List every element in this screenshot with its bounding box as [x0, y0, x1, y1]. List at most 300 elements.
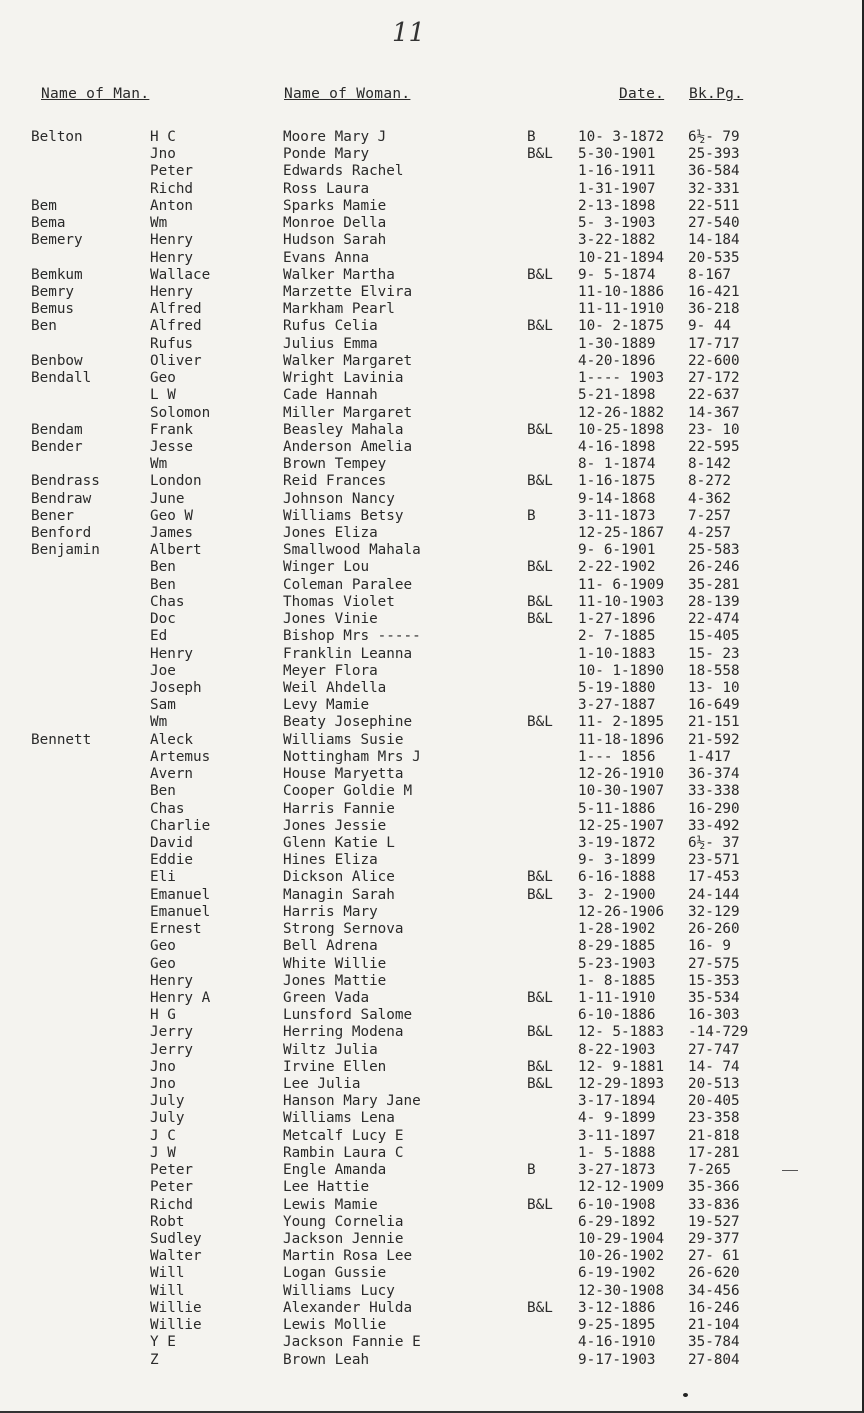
record-type: B&L [527, 473, 553, 490]
record-type: B&L [527, 146, 553, 163]
record-date: 4-16-1898 [578, 438, 656, 455]
woman-name: Walker Martha [283, 266, 395, 283]
record-type: B&L [527, 593, 553, 610]
woman-name: Jackson Jennie [283, 1231, 404, 1247]
given-name: Geo W [150, 507, 194, 524]
record-date: 12-26-1906 [578, 903, 665, 920]
record-date: 11- 6-1909 [578, 576, 665, 593]
given-name: Anton [150, 197, 194, 214]
book-page: 19-527 [688, 1213, 740, 1230]
record-date: 10-29-1904 [578, 1231, 665, 1247]
book-page: 34-456 [688, 1282, 740, 1299]
book-page: 28-139 [688, 593, 740, 610]
given-name: Emanuel [150, 903, 211, 920]
given-name: James [150, 525, 194, 542]
book-page: 17-281 [688, 1144, 740, 1161]
record-date: 1- 8-1885 [578, 972, 656, 989]
record-date: 1-27-1896 [578, 611, 656, 628]
record-type: B&L [527, 714, 553, 731]
record-type: B&L [527, 1299, 553, 1316]
book-page: 8-272 [688, 473, 732, 490]
woman-name: Hines Eliza [283, 852, 378, 869]
woman-name: Weil Ahdella [283, 680, 387, 696]
woman-name: Herring Modena [283, 1024, 404, 1041]
record-date: 11- 2-1895 [578, 714, 665, 731]
given-name: Willie [150, 1299, 202, 1316]
book-page: 14-184 [688, 232, 740, 249]
record-date: 12-26-1882 [578, 404, 665, 421]
book-page: 26-260 [688, 921, 740, 938]
given-name: Willie [150, 1317, 202, 1334]
given-name: Aleck [150, 731, 194, 748]
book-page: 16- 9 [688, 938, 732, 955]
given-name: Jerry [150, 1041, 194, 1058]
book-page: 22-637 [688, 387, 740, 404]
book-page: 18-558 [688, 662, 740, 679]
record-date: 9-25-1895 [578, 1317, 656, 1334]
record-date: 8-29-1885 [578, 938, 656, 955]
given-name: Walter [150, 1248, 202, 1265]
surname: Bemery [31, 232, 83, 249]
woman-name: Williams Susie [283, 731, 404, 748]
book-page: 14- 74 [688, 1058, 740, 1075]
record-date: 9-17-1903 [578, 1351, 656, 1368]
woman-name: Jones Vinie [283, 611, 378, 628]
surname: Bemus [31, 301, 75, 318]
woman-name: Irvine Ellen [283, 1058, 387, 1075]
page-number: 11 [392, 18, 426, 48]
record-date: 2-22-1902 [578, 559, 656, 576]
woman-name: Strong Sernova [283, 921, 404, 938]
given-name: Peter [150, 1179, 194, 1196]
given-name: Rufus [150, 335, 194, 352]
book-page: 24-144 [688, 886, 740, 903]
record-type: B&L [527, 559, 553, 576]
given-name: Emanuel [150, 886, 211, 903]
record-date: 1-16-1911 [578, 163, 656, 180]
header-book-page: Bk.Pg. [689, 86, 744, 102]
surname: Ben [31, 318, 57, 335]
woman-name: Managin Sarah [283, 886, 395, 903]
book-page: 27-747 [688, 1041, 740, 1058]
surname: Bemkum [31, 266, 83, 283]
book-page: 20-535 [688, 249, 740, 266]
record-date: 12-25-1867 [578, 525, 665, 542]
woman-name: Young Cornelia [283, 1213, 404, 1230]
record-date: 3-27-1873 [578, 1162, 656, 1179]
given-name: Ben [150, 783, 176, 800]
book-page: 7-265 [688, 1162, 732, 1179]
given-name: H C [150, 129, 176, 145]
given-name: Joseph [150, 680, 202, 696]
woman-name: Smallwood Mahala [283, 542, 421, 559]
given-name: Sudley [150, 1231, 202, 1247]
woman-name: Sparks Mamie [283, 197, 387, 214]
given-name: Jesse [150, 438, 194, 455]
woman-name: Lewis Mamie [283, 1196, 378, 1213]
given-name: Doc [150, 611, 176, 628]
given-name: Peter [150, 1162, 194, 1179]
book-page: 27-540 [688, 215, 740, 232]
given-name: Wm [150, 215, 168, 232]
book-page: 21-818 [688, 1127, 740, 1144]
book-page: 32-129 [688, 903, 740, 920]
record-date: 3-27-1887 [578, 697, 656, 714]
record-date: 10-26-1902 [578, 1248, 665, 1265]
given-name: Ed [150, 628, 168, 645]
book-page: 20-513 [688, 1076, 740, 1093]
record-date: 12-25-1907 [578, 817, 665, 834]
given-name: Geo [150, 955, 176, 972]
woman-name: Lewis Mollie [283, 1317, 387, 1334]
woman-name: Hanson Mary Jane [283, 1093, 421, 1110]
given-name: Chas [150, 593, 185, 610]
given-name: Joe [150, 662, 176, 679]
book-page: 35-281 [688, 576, 740, 593]
record-date: 9- 5-1874 [578, 266, 656, 283]
given-name: Henry [150, 249, 194, 266]
record-date: 2- 7-1885 [578, 628, 656, 645]
given-name: Sam [150, 697, 176, 714]
woman-name: Lee Julia [283, 1076, 361, 1093]
woman-name: Reid Frances [283, 473, 387, 490]
record-type: B&L [527, 611, 553, 628]
surname: Bemry [31, 283, 75, 300]
woman-name: Ponde Mary [283, 146, 370, 163]
given-name: Chas [150, 800, 185, 817]
given-name: Artemus [150, 748, 211, 765]
book-page: 36-218 [688, 301, 740, 318]
book-page: 36-374 [688, 766, 740, 783]
record-type: B&L [527, 266, 553, 283]
woman-name: Marzette Elvira [283, 283, 413, 300]
book-page: 32-331 [688, 180, 740, 197]
surname: Bennett [31, 731, 92, 748]
book-page: 22-474 [688, 611, 740, 628]
book-page: 35-534 [688, 989, 740, 1006]
record-date: 1- 5-1888 [578, 1144, 656, 1161]
book-page: 16-649 [688, 697, 740, 714]
record-date: 5-23-1903 [578, 955, 656, 972]
given-name: Will [150, 1265, 185, 1282]
book-page: 27-575 [688, 955, 740, 972]
woman-name: Wiltz Julia [283, 1041, 378, 1058]
woman-name: Nottingham Mrs J [283, 748, 421, 765]
record-date: 6-10-1908 [578, 1196, 656, 1213]
record-date: 1-10-1883 [578, 645, 656, 662]
woman-name: House Maryetta [283, 766, 404, 783]
surname: Bener [31, 507, 75, 524]
book-page: 23-358 [688, 1110, 740, 1127]
woman-name: Harris Mary [283, 903, 378, 920]
given-name: Jno [150, 146, 176, 163]
given-name: David [150, 834, 194, 851]
woman-name: Ross Laura [283, 180, 370, 197]
given-name: Oliver [150, 352, 202, 369]
woman-name: Coleman Paralee [283, 576, 413, 593]
given-name: Ben [150, 559, 176, 576]
given-name: Henry [150, 283, 194, 300]
record-date: 8-22-1903 [578, 1041, 656, 1058]
record-type: B [527, 129, 536, 145]
given-name: Frank [150, 421, 194, 438]
record-date: 10-21-1894 [578, 249, 665, 266]
record-date: 1-31-1907 [578, 180, 656, 197]
record-date: 12-12-1909 [578, 1179, 665, 1196]
given-name: Eli [150, 869, 176, 886]
woman-name: Jones Eliza [283, 525, 378, 542]
record-date: 9- 6-1901 [578, 542, 656, 559]
book-page: 33-338 [688, 783, 740, 800]
given-name: Jno [150, 1076, 176, 1093]
record-date: 6-29-1892 [578, 1213, 656, 1230]
record-date: 9-14-1868 [578, 490, 656, 507]
header-date: Date. [619, 86, 665, 102]
book-page: 36-584 [688, 163, 740, 180]
book-page: 17-717 [688, 335, 740, 352]
surname: Benbow [31, 352, 83, 369]
record-date: 3-11-1897 [578, 1127, 656, 1144]
record-date: 1---- 1903 [578, 370, 665, 387]
given-name: Z [150, 1351, 159, 1368]
book-page: 9- 44 [688, 318, 732, 335]
record-type: B&L [527, 886, 553, 903]
record-date: 10-25-1898 [578, 421, 665, 438]
record-date: 5-11-1886 [578, 800, 656, 817]
given-name: Geo [150, 370, 176, 387]
book-page: 26-620 [688, 1265, 740, 1282]
book-page: 22-600 [688, 352, 740, 369]
given-name: Geo [150, 938, 176, 955]
surname: Bem [31, 197, 57, 214]
record-date: 11-10-1886 [578, 283, 665, 300]
book-page: 16-246 [688, 1299, 740, 1316]
woman-name: Cade Hannah [283, 387, 378, 404]
woman-name: Thomas Violet [283, 593, 395, 610]
given-name: Avern [150, 766, 194, 783]
record-date: 11-10-1903 [578, 593, 665, 610]
given-name: Eddie [150, 852, 194, 869]
record-date: 9- 3-1899 [578, 852, 656, 869]
record-type: B&L [527, 989, 553, 1006]
given-name: Henry A [150, 989, 211, 1006]
book-page: 29-377 [688, 1231, 740, 1247]
given-name: J W [150, 1144, 176, 1161]
book-page: 25-393 [688, 146, 740, 163]
given-name: Alfred [150, 301, 202, 318]
woman-name: Metcalf Lucy E [283, 1127, 404, 1144]
surname: Benford [31, 525, 92, 542]
book-page: 1-417 [688, 748, 732, 765]
surname: Bendam [31, 421, 83, 438]
record-date: 5-21-1898 [578, 387, 656, 404]
given-name: Albert [150, 542, 202, 559]
book-page: 22-511 [688, 197, 740, 214]
woman-name: Williams Lena [283, 1110, 395, 1127]
book-page: 23- 10 [688, 421, 740, 438]
woman-name: Rufus Celia [283, 318, 378, 335]
book-page: 14-367 [688, 404, 740, 421]
given-name: L W [150, 387, 176, 404]
given-name: Richd [150, 180, 194, 197]
given-name: Jerry [150, 1024, 194, 1041]
record-date: 4-16-1910 [578, 1334, 656, 1351]
record-date: 3-11-1873 [578, 507, 656, 524]
record-date: 3-17-1894 [578, 1093, 656, 1110]
book-page: 20-405 [688, 1093, 740, 1110]
book-page: 15-405 [688, 628, 740, 645]
given-name: Solomon [150, 404, 211, 421]
given-name: H G [150, 1007, 176, 1024]
record-date: 12- 9-1881 [578, 1058, 665, 1075]
book-page: 27-804 [688, 1351, 740, 1368]
record-date: 11-18-1896 [578, 731, 665, 748]
record-date: 1-28-1902 [578, 921, 656, 938]
book-page: 15- 23 [688, 645, 740, 662]
record-date: 5- 3-1903 [578, 215, 656, 232]
record-date: 5-19-1880 [578, 680, 656, 696]
book-page: 13- 10 [688, 680, 740, 696]
woman-name: White Willie [283, 955, 387, 972]
record-date: 1--- 1856 [578, 748, 656, 765]
woman-name: Martin Rosa Lee [283, 1248, 413, 1265]
given-name: July [150, 1110, 185, 1127]
given-name: Wallace [150, 266, 211, 283]
woman-name: Levy Mamie [283, 697, 370, 714]
surname: Benjamin [31, 542, 100, 559]
book-page: 6½- 37 [688, 834, 740, 851]
book-page: 27-172 [688, 370, 740, 387]
record-date: 6-19-1902 [578, 1265, 656, 1282]
woman-name: Harris Fannie [283, 800, 395, 817]
woman-name: Jackson Fannie E [283, 1334, 421, 1351]
given-name: J C [150, 1127, 176, 1144]
given-name: Will [150, 1282, 185, 1299]
book-page: 7-257 [688, 507, 732, 524]
woman-name: Williams Betsy [283, 507, 404, 524]
record-date: 10- 2-1875 [578, 318, 665, 335]
record-date: 1-11-1910 [578, 989, 656, 1006]
woman-name: Green Vada [283, 989, 370, 1006]
woman-name: Lunsford Salome [283, 1007, 413, 1024]
book-page: 15-353 [688, 972, 740, 989]
book-page: 8-142 [688, 456, 732, 473]
record-date: 12-29-1893 [578, 1076, 665, 1093]
record-date: 3-12-1886 [578, 1299, 656, 1316]
given-name: Wm [150, 714, 168, 731]
given-name: June [150, 490, 185, 507]
given-name: Ernest [150, 921, 202, 938]
given-name: London [150, 473, 202, 490]
given-name: Wm [150, 456, 168, 473]
record-date: 12-26-1910 [578, 766, 665, 783]
record-date: 11-11-1910 [578, 301, 665, 318]
book-page: 33-492 [688, 817, 740, 834]
book-page: 33-836 [688, 1196, 740, 1213]
given-name: Robt [150, 1213, 185, 1230]
surname: Bendall [31, 370, 92, 387]
woman-name: Julius Emma [283, 335, 378, 352]
book-page: -14-729 [688, 1024, 749, 1041]
book-page: 27- 61 [688, 1248, 740, 1265]
record-date: 12-30-1908 [578, 1282, 665, 1299]
woman-name: Miller Margaret [283, 404, 413, 421]
woman-name: Glenn Katie L [283, 834, 395, 851]
book-page: 4-257 [688, 525, 732, 542]
record-date: 4-20-1896 [578, 352, 656, 369]
woman-name: Jones Jessie [283, 817, 387, 834]
woman-name: Wright Lavinia [283, 370, 404, 387]
record-date: 6-10-1886 [578, 1007, 656, 1024]
book-page: 4-362 [688, 490, 732, 507]
book-page: 23-571 [688, 852, 740, 869]
given-name: Y E [150, 1334, 176, 1351]
woman-name: Jones Mattie [283, 972, 387, 989]
book-page: 16-303 [688, 1007, 740, 1024]
record-type: B&L [527, 1196, 553, 1213]
record-date: 3- 2-1900 [578, 886, 656, 903]
record-type: B [527, 1162, 536, 1179]
book-page: 21-592 [688, 731, 740, 748]
woman-name: Brown Tempey [283, 456, 387, 473]
woman-name: Brown Leah [283, 1351, 370, 1368]
record-type: B&L [527, 1076, 553, 1093]
woman-name: Cooper Goldie M [283, 783, 413, 800]
book-page: 6½- 79 [688, 129, 740, 145]
woman-name: Evans Anna [283, 249, 370, 266]
record-type: B&L [527, 1058, 553, 1075]
woman-name: Winger Lou [283, 559, 370, 576]
surname: Bema [31, 215, 66, 232]
surname: Bendrass [31, 473, 100, 490]
header-name-of-man: Name of Man. [41, 86, 150, 102]
woman-name: Meyer Flora [283, 662, 378, 679]
book-page: 16-421 [688, 283, 740, 300]
surname: Bender [31, 438, 83, 455]
woman-name: Logan Gussie [283, 1265, 387, 1282]
book-page: 35-366 [688, 1179, 740, 1196]
woman-name: Johnson Nancy [283, 490, 395, 507]
given-name: Peter [150, 163, 194, 180]
woman-name: Williams Lucy [283, 1282, 395, 1299]
woman-name: Hudson Sarah [283, 232, 387, 249]
record-date: 3-22-1882 [578, 232, 656, 249]
woman-name: Dickson Alice [283, 869, 395, 886]
woman-name: Rambin Laura C [283, 1144, 404, 1161]
woman-name: Edwards Rachel [283, 163, 404, 180]
given-name: Henry [150, 645, 194, 662]
given-name: Charlie [150, 817, 211, 834]
record-type: B&L [527, 869, 553, 886]
woman-name: Anderson Amelia [283, 438, 413, 455]
surname: Belton [31, 129, 83, 145]
surname: Bendraw [31, 490, 92, 507]
book-page: 25-583 [688, 542, 740, 559]
book-page: 35-784 [688, 1334, 740, 1351]
record-date: 4- 9-1899 [578, 1110, 656, 1127]
woman-name: Franklin Leanna [283, 645, 413, 662]
book-page: 16-290 [688, 800, 740, 817]
record-date: 8- 1-1874 [578, 456, 656, 473]
record-date: 6-16-1888 [578, 869, 656, 886]
record-type: B&L [527, 1024, 553, 1041]
record-date: 1-30-1889 [578, 335, 656, 352]
given-name: Henry [150, 232, 194, 249]
given-name: Richd [150, 1196, 194, 1213]
woman-name: Monroe Della [283, 215, 387, 232]
book-page: 8-167 [688, 266, 732, 283]
woman-name: Moore Mary J [283, 129, 387, 145]
